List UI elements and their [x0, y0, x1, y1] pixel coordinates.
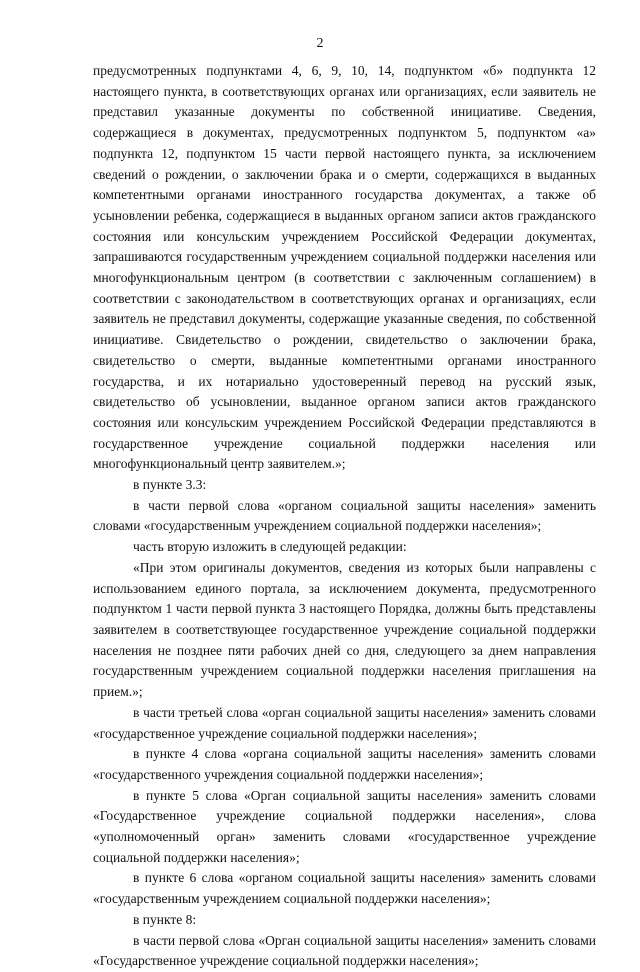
paragraph: в пункте 5 слова «Орган социальной защиты населения» заменить словами «Государственное учреждение социальной поддержки населения», слова «уполномоченный орган» заменить словами «государственное учреждение социальной поддержки населения»; [93, 787, 596, 865]
paragraph: часть вторую изложить в следующей редакции: [133, 539, 407, 555]
paragraph: в части третьей слова «орган социальной защиты населения» заменить словами «государственное учреждение социальной поддержки населения»; [93, 704, 596, 741]
paragraph: «При этом оригиналы документов, сведения из которых были направлены с использованием единого портала, за исключением документа, предусмотренного подпунктом 1 части первой пункта 3 настоящего Порядка, должны быть представлены заявителем в соответствующее государственное учреждение социальной поддержки населения не позднее пяти рабочих дней со дня, следующего за днем направления государственным учреждением социальной поддержки населения приглашения на прием.»; [93, 559, 596, 700]
paragraph: предусмотренных подпунктами 4, 6, 9, 10, 14, подпунктом «б» подпункта 12 настоящего пункта, в соответствующих органах или организациях, если заявитель не представил указанные документы по собственной инициативе. Сведения, содержащиеся в документах, предусмотренных подпунктом 5, подпунктом «а» подпункта 12, подпунктом 15 части первой настоящего пункта, за исключением сведений о рождении, о заключении брака и о смерти, содержащихся в выданных компетентными органами иностранного государства документах, а также об усыновлении ребенка, содержащиеся в выданных органом записи актов гражданского состояния или консульским учреждением Российской Федерации документах, запрашиваются государственным учреждением социальной поддержки населения или многофункциональным центром (в соответствии с заключенным соглашением) в соответствии с законодательством в соответствующих органах и организациях, если заявитель не представил документы, содержащие указанные сведения, по собственной инициативе. Свидетельство о рождении, свидетельство о заключении брака, свидетельство о смерти, выданные компетентными органами иностранного государства, и их нотариально удостоверенный перевод на русский язык, свидетельство об усыновлении, выданное органом записи актов гражданского состояния или консульским учреждением Российской Федерации представляются в государственное учреждение социальной поддержки населения или многофункциональный центр заявителем.»; [93, 63, 596, 472]
paragraph: в пункте 6 слова «органом социальной защиты населения» заменить словами «государственным учреждением социальной поддержки населения»; [93, 870, 596, 907]
paragraph: в части первой слова «органом социальной защиты населения» заменить словами «государственным учреждением социальной поддержки населения»; [93, 497, 596, 534]
paragraph: в части первой слова «Орган социальной защиты населения» заменить словами «Государственное учреждение социальной поддержки населения»; [93, 932, 596, 969]
paragraph: в пункте 4 слова «органа социальной защиты населения» заменить словами «государственного учреждения социальной поддержки населения»; [93, 746, 596, 782]
page-number: 2 [316, 36, 324, 51]
paragraph: в пункте 3.3: [133, 477, 207, 493]
document-body [93, 61, 596, 972]
paragraph: в пункте 8: [133, 911, 197, 927]
